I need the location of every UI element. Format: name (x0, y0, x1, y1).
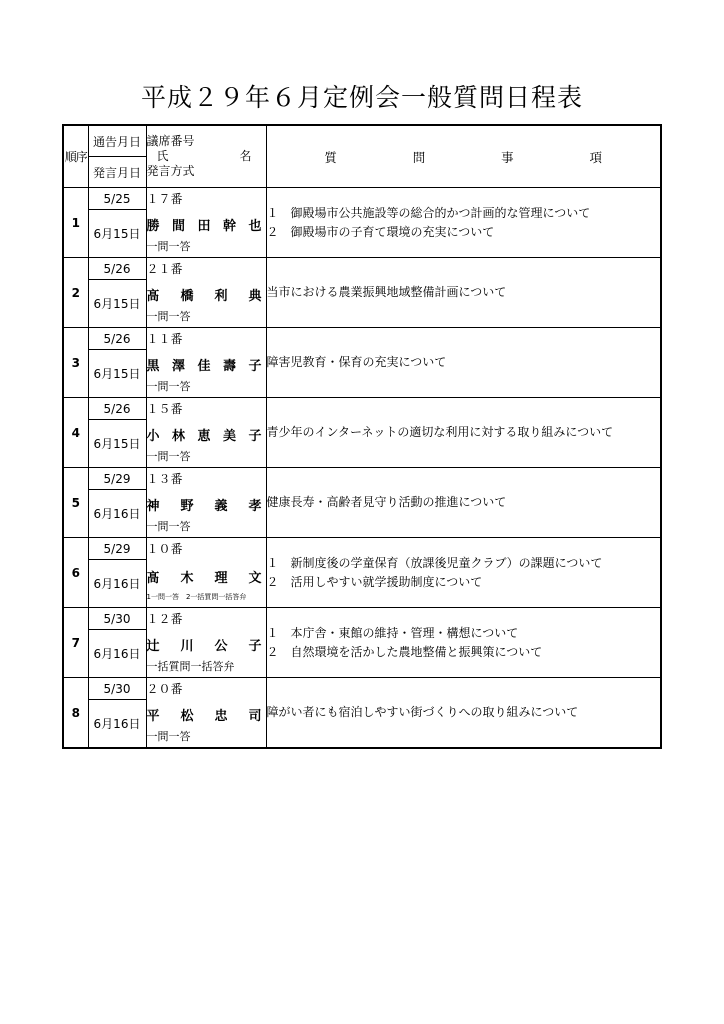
speech-date: 6月16日 (88, 630, 146, 678)
header-question-char: 項 (589, 149, 603, 165)
order-number: 3 (63, 328, 88, 398)
page-title: 平成２９年６月定例会一般質問日程表 (140, 83, 583, 112)
seat-number: １３番 (146, 472, 183, 487)
member-cell (146, 490, 266, 538)
member-name: 辻川公子 (146, 638, 262, 654)
schedule-table (62, 124, 662, 749)
seat-number: １２番 (146, 612, 183, 627)
speech-method: 一問一答 (146, 449, 191, 463)
question-item: 障がい者にも宿泊しやすい街づくりへの取り組みについて (266, 705, 579, 719)
speech-method: 一問一答 (146, 519, 191, 533)
table-row (63, 608, 661, 630)
question-cell (266, 328, 661, 398)
seat-number-cell (146, 608, 266, 630)
question-item: ２ 活用しやすい就学援助制度について (266, 574, 483, 589)
question-item: １ 本庁舎・東館の維持・管理・構想について (266, 625, 519, 640)
seat-number-cell (146, 468, 266, 490)
header-question-char: 事 (501, 149, 514, 165)
table-row (63, 328, 661, 350)
header-order: 順序 (63, 125, 88, 188)
question-item: ２ 自然環境を活かした農地整備と振興策について (266, 644, 543, 659)
header-question-cell (266, 125, 661, 188)
member-name: 髙木理文 (146, 570, 262, 586)
header-seat-number: 議席番号 (146, 134, 195, 148)
question-item: 青少年のインターネットの適切な利用に対する取り組みについて (266, 425, 614, 439)
header-speech-date: 発言月日 (88, 157, 146, 188)
member-cell (146, 420, 266, 468)
member-cell (146, 210, 266, 258)
header-notice-date: 通告月日 (88, 125, 146, 157)
question-item: 健康長寿・高齢者見守り活動の推進について (266, 495, 507, 509)
table-row (63, 258, 661, 280)
header-question-items (267, 148, 661, 166)
order-number: 8 (63, 678, 88, 749)
table-row (63, 678, 661, 700)
order-number: 2 (63, 258, 88, 328)
speech-method: 一問一答 (146, 309, 191, 323)
notice-date: 5/30 (88, 678, 146, 700)
header-speech-method: 発言方式 (146, 164, 195, 178)
speech-method: 一問一答 (146, 379, 191, 393)
order-number: 4 (63, 398, 88, 468)
question-cell (266, 398, 661, 468)
order-number: 5 (63, 468, 88, 538)
speech-date: 6月16日 (88, 560, 146, 608)
seat-number-cell (146, 188, 266, 210)
notice-date: 5/25 (88, 188, 146, 210)
header-question-char: 質 (324, 149, 337, 165)
seat-number: ２１番 (146, 262, 183, 277)
notice-date: 5/30 (88, 608, 146, 630)
seat-number-cell (146, 328, 266, 350)
member-name: 小林恵美子 (146, 428, 262, 444)
member-cell (146, 560, 266, 608)
member-name: 神野義孝 (146, 498, 262, 514)
speech-date: 6月15日 (88, 350, 146, 398)
question-item: １ 新制度後の学童保育（放課後児童クラブ）の課題について (266, 555, 603, 570)
order-number: 7 (63, 608, 88, 678)
speech-method: 一問一答 (146, 239, 191, 253)
speech-method: 1一問一答 2一括質問一括答弁 (146, 592, 247, 601)
question-cell (266, 258, 661, 328)
seat-number: １５番 (146, 402, 183, 417)
notice-date: 5/29 (88, 538, 146, 560)
seat-number-cell (146, 398, 266, 420)
speech-method: 一問一答 (146, 729, 191, 743)
speech-date: 6月16日 (88, 700, 146, 749)
member-cell (146, 350, 266, 398)
question-item: ２ 御殿場市の子育て環境の充実について (266, 224, 495, 239)
seat-number: １１番 (146, 332, 183, 347)
table-row (63, 468, 661, 490)
question-cell (266, 468, 661, 538)
table-row (63, 538, 661, 560)
question-cell (266, 188, 661, 258)
question-cell (266, 608, 661, 678)
notice-date: 5/26 (88, 398, 146, 420)
question-cell (266, 538, 661, 608)
member-cell (146, 700, 266, 749)
member-name: 勝間田幹也 (146, 218, 262, 234)
question-cell (266, 678, 661, 749)
notice-date: 5/29 (88, 468, 146, 490)
header-name-char: 氏 (156, 149, 169, 163)
seat-number: １７番 (146, 192, 183, 207)
question-item: 当市における農業振興地域整備計画について (266, 285, 507, 299)
speech-date: 6月15日 (88, 420, 146, 468)
member-cell (146, 280, 266, 328)
header-name (147, 149, 266, 164)
notice-date: 5/26 (88, 258, 146, 280)
speech-date: 6月16日 (88, 490, 146, 538)
table-row (63, 398, 661, 420)
table-row (63, 188, 661, 210)
member-name: 髙橋利典 (146, 288, 262, 304)
member-name: 平松忠司 (146, 708, 262, 724)
order-number: 6 (63, 538, 88, 608)
seat-number: ２０番 (146, 682, 183, 697)
question-item: １ 御殿場市公共施設等の総合的かつ計画的な管理について (266, 205, 591, 220)
notice-date: 5/26 (88, 328, 146, 350)
header-name-cell (146, 125, 266, 188)
seat-number-cell (146, 678, 266, 700)
header-name-char: 名 (239, 149, 252, 163)
question-item: 障害児教育・保育の充実について (266, 355, 447, 369)
speech-date: 6月15日 (88, 280, 146, 328)
member-name: 黒澤佳壽子 (146, 358, 262, 374)
speech-method: 一括質問一括答弁 (146, 659, 235, 673)
header-question-char: 問 (412, 149, 426, 165)
seat-number-cell (146, 538, 266, 560)
speech-date: 6月15日 (88, 210, 146, 258)
order-number: 1 (63, 188, 88, 258)
member-cell (146, 630, 266, 678)
seat-number: １０番 (146, 542, 183, 557)
seat-number-cell (146, 258, 266, 280)
